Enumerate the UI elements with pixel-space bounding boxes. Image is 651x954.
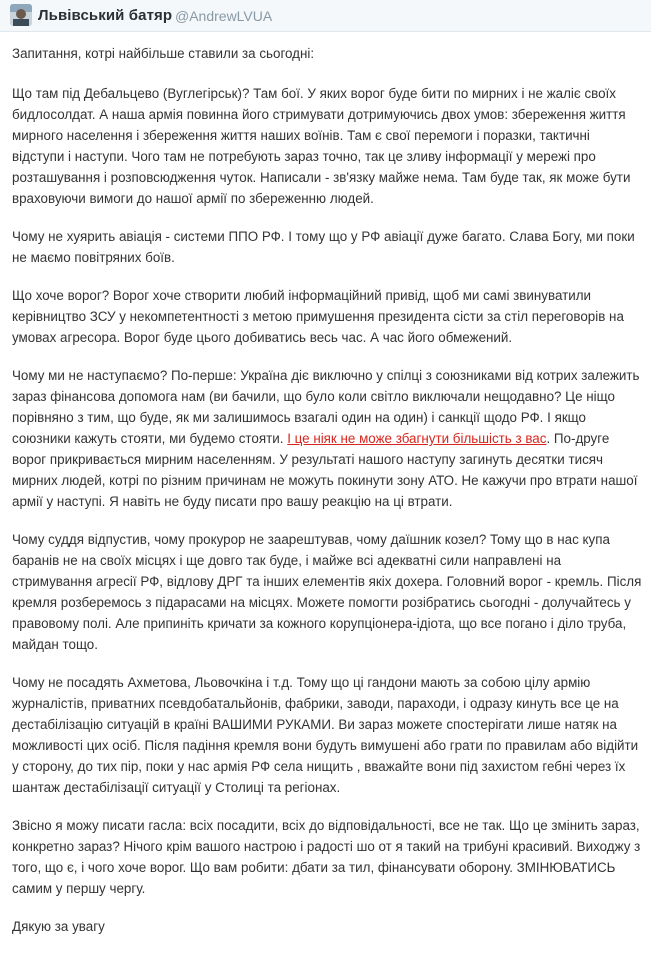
paragraph-2: Чому не хуярить авіація - системи ППО РФ. І тому що у РФ авіації дуже багато. Слава Богу, ми поки не маємо повітряних боїв. <box>12 229 635 265</box>
post-header <box>0 0 651 32</box>
paragraph-5: Чому суддя відпустив, чому прокурор не заарештував, чому даїшник козел? Тому що в нас купа баранів не на своїх місцях і ще довго так буде, і майже всі адекватні сили направлені на стримування агресії РФ, відлову ДРГ та інших елементів якіх дохера. Головний ворог - кремль. Після кремля розберемось з підарасами на місцях. Можете помогти розібратись сьогодні - долучайтесь у правовому полі. Але припиніть кричати за кожного корупціонера-ідіота, що все погано і діло труба, майдан тощо. <box>12 532 642 652</box>
avatar[interactable] <box>10 4 32 26</box>
avatar-image-icon <box>10 4 32 26</box>
post-body <box>12 43 642 954</box>
author-handle[interactable]: @AndrewLVUA <box>175 8 273 24</box>
paragraph-1: Що там під Дебальцево (Вуглегірськ)? Там бої. У яких ворог буде бити по мирних і не жаліє своїх бидлосолдат. А наша армія повинна його стримувати дотримуючись двох умов: збереження життя мирного населення і збереження життя наших воїнів. Там є свої перемоги і поразки, тактичні відступи і наступи. Чого там не потребують зараз точно, так це зливу інформації у мережі про розташування і розповсюдження чуток. Написали - зв'язку майже нема. Там буде так, як може бути враховуючи вимоги до нашої армії по збереженню людей. <box>12 86 631 206</box>
highlighted-link[interactable]: І це ніяк не може збагнути більшість з вас <box>287 431 547 446</box>
paragraph-4-text-end: . По-друге ворог прикривається мирним населенням. У результаті нашого наступу загинуть десятки тисяч мирних людей, котрі по різним причинам не можуть покинути зону АТО. Не кажучи про втрати нашої армії у наступі. Я навіть не буду писати про вашу реакцію на ці втрати. <box>12 431 638 509</box>
paragraph-6: Чому не посадять Ахметова, Льовочкіна і т.д. Тому що ці гандони мають за собою цілу армію журналістів, приватних псевдобатальйонів, фабрики, заводи, параходи, і одразу кинуть все це на дестабілізацію ситуацій в країні ВАШИМИ РУКАМИ. Ви зараз можете спостерігати лише натяк на можливості цих осіб. Після падіння кремля вони будуть вимушені або грати по правилам або відійти у сторону, до тих пір, поки у нас армія РФ села нищить , вважайте вони під захистом гебні через їх шантаж дестабілізації ситуації у Столиці та регіонах. <box>12 675 639 795</box>
paragraph-4-text-start: Чому ми не наступаємо? По-перше: Україна діє виключно у спілці з союзниками від котрих залежить зараз фінансова допомога нам (ви бачили, що було коли світло виключали нещодавно? Це ніщо порівняно з тим, що буде, як ми залишимось взагалі один на один) і санкції щодо РФ. І якщо союзники кажуть стояти, ми будемо стояти. <box>12 368 640 446</box>
author-name[interactable]: Львівський батяр <box>38 7 173 24</box>
closing-text: Дякую за увагу <box>12 919 105 934</box>
paragraph-7: Звісно я можу писати гасла: всіх посадити, всіх до відповідальності, все не так. Що це змінить зараз, конкретно зараз? Нічого крім вашого настрою і радості шо от я такий на трибуні красивий. Виходжу з того, що є, і чого хоче ворог. Що вам робити: дбати за тил, фінансувати оборону. ЗМІНЮВАТИСЬ самим у першу чергу. <box>12 818 641 896</box>
paragraph-4 <box>12 365 642 512</box>
post-intro: Запитання, котрі найбільше ставили за сьогодні: <box>12 46 315 61</box>
paragraph-3: Що хоче ворог? Ворог хоче створити любий інформаційний привід, щоб ми самі звинуватили керівництво ЗСУ у некомпетентності з метою примушення президента сісти за стіл переговорів на умовах агресора. Ворог буде цього добиватись весь час. А час його обмежений. <box>12 288 624 345</box>
